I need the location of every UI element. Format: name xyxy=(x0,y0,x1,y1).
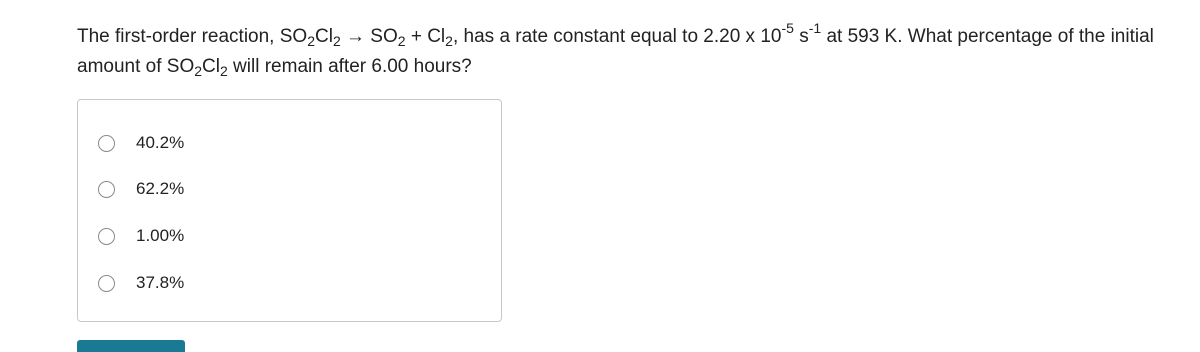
subscript: 2 xyxy=(397,33,406,49)
superscript: -1 xyxy=(808,20,822,36)
option-label: 62.2% xyxy=(136,179,185,198)
option-label: 37.8% xyxy=(136,273,185,292)
subscript: 2 xyxy=(219,63,228,79)
question-segment: will remain after 6.00 hours? xyxy=(227,56,472,77)
subscript: 2 xyxy=(307,33,315,49)
question-segment: → SO xyxy=(340,26,398,47)
question-segment: The first-order reaction, SO xyxy=(77,26,308,47)
question-segment: Cl xyxy=(315,26,333,47)
answer-option-2[interactable] xyxy=(98,176,184,202)
answer-option-1[interactable] xyxy=(98,130,184,156)
question-segment: Cl xyxy=(202,56,220,77)
answer-option-3[interactable] xyxy=(98,223,184,249)
radio-button[interactable] xyxy=(98,275,115,292)
question-segment: s xyxy=(793,26,809,47)
radio-button[interactable] xyxy=(98,135,115,152)
option-label: 40.2% xyxy=(136,133,185,152)
question-segment: , has a rate constant equal to 2.20 x 10 xyxy=(452,26,782,47)
question-segment: at 593 K. What percentage of the initial amount of SO xyxy=(77,26,1154,77)
question-segment: + Cl xyxy=(405,26,446,47)
subscript: 2 xyxy=(332,33,341,49)
question-text xyxy=(77,22,1187,82)
option-label: 1.00% xyxy=(136,226,185,245)
submit-button[interactable] xyxy=(77,340,185,352)
answer-options-box xyxy=(77,99,502,322)
subscript: 2 xyxy=(194,63,203,79)
superscript: -5 xyxy=(781,20,794,36)
subscript: 2 xyxy=(445,33,453,49)
answer-option-4[interactable] xyxy=(98,270,184,296)
radio-button[interactable] xyxy=(98,228,115,245)
radio-button[interactable] xyxy=(98,181,115,198)
